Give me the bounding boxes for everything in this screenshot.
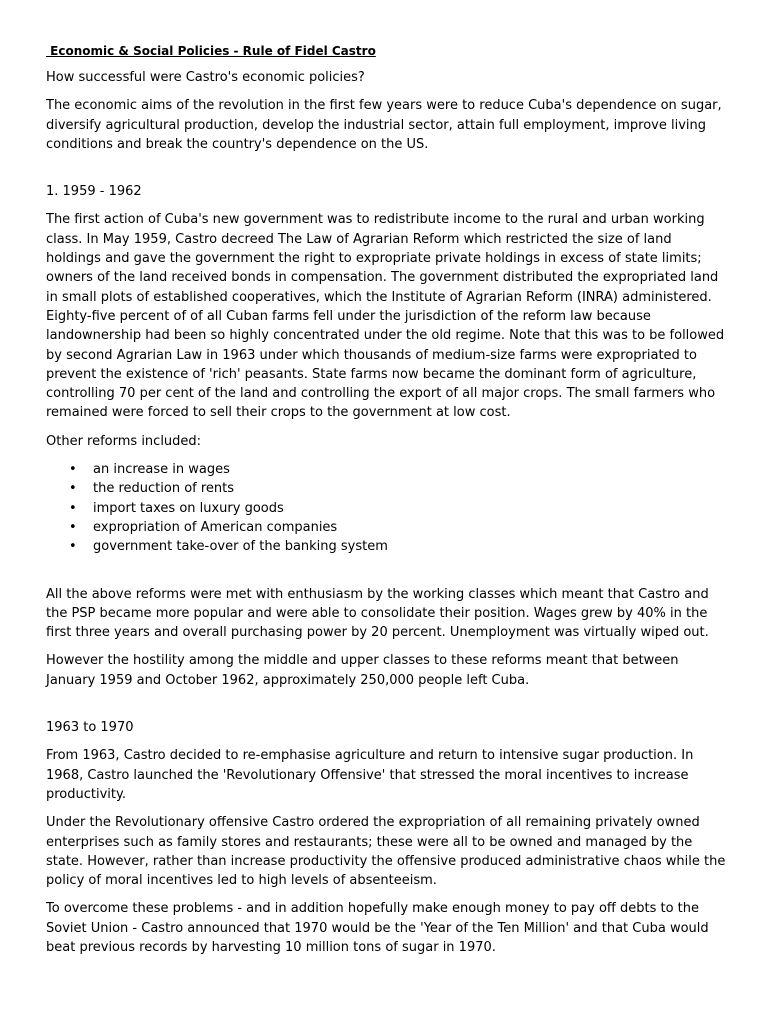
- list-item: [69, 479, 728, 498]
- section-heading-1963-1970: 1963 to 1970: [46, 720, 134, 736]
- blank-line: [46, 163, 728, 182]
- blank-line: [46, 566, 728, 585]
- list-item: [69, 537, 728, 556]
- guiding-question: How successful were Castro's economic policies?: [46, 70, 365, 85]
- section1-paragraph-enthusiasm: All the above reforms were met with enthusiasm by the working classes which meant that Castro and the PSP became more popular and were able to consolidate their position. Wages grew by 40% in the first three years and overall purchasing power by 20 percent. Unemployment was virtually wiped out.: [46, 586, 709, 641]
- list-item-text: import taxes on luxury goods: [93, 500, 284, 516]
- other-reforms-label: Other reforms included:: [46, 433, 202, 449]
- intro-paragraph: The economic aims of the revolution in the first few years were to reduce Cuba's dependence on sugar, diversify agricultural production, develop the industrial sector, attain full employment, improve living conditions and break the country's dependence on the US.: [46, 98, 722, 152]
- document-title: Economic & Social Policies - Rule of Fidel Castro: [46, 44, 376, 58]
- reforms-list: [46, 460, 728, 556]
- list-item-text: the reduction of rents: [93, 481, 235, 497]
- bullet-icon: •: [69, 539, 77, 555]
- list-item-text: expropriation of American companies: [93, 519, 338, 535]
- bullet-icon: •: [69, 481, 77, 497]
- section-heading-1959-1962: 1. 1959 - 1962: [46, 184, 142, 200]
- section2-paragraph-revolutionary-offensive: Under the Revolutionary offensive Castro ordered the expropriation of all remaining privately owned enterprises such as family stores and restaurants; these were all to be owned and managed by the state. However, rather than increase productivity the offensive produced administrative chaos while the policy of moral incentives led to high levels of absenteeism.: [46, 815, 726, 889]
- section2-paragraph-sugar: From 1963, Castro decided to re-emphasise agriculture and return to intensive sugar production. In 1968, Castro launched the 'Revolutionary Offensive' that stressed the moral incentives to increase productivity.: [46, 748, 694, 802]
- list-item: [69, 499, 728, 518]
- section1-paragraph-hostility: However the hostility among the middle and upper classes to these reforms meant that between January 1959 and October 1962, approximately 250,000 people left Cuba.: [46, 653, 679, 688]
- list-item: [69, 518, 728, 537]
- blank-line: [46, 699, 728, 718]
- list-item: [69, 460, 728, 479]
- list-item-text: government take-over of the banking system: [93, 539, 388, 555]
- section1-paragraph-agrarian-reform: The first action of Cuba's new government was to redistribute income to the rural and urban working class. In May 1959, Castro decreed The Law of Agrarian Reform which restricted the size of land holdings and gave the government the right to expropriate private holdings in excess of state limits; owners of the land received bonds in compensation. The government distributed the expropriated land in small plots of established cooperatives, which the Institute of Agrarian Reform (INRA) administered. Eighty-five percent of of all Cuban farms fell under the jurisdiction of the reform law because landownership had been so highly concentrated under the old regime. Note that this was to be followed by second Agrarian Law in 1963 under which thousands of medium-size farms were expropriated to prevent the existence of 'rich' peasants. State farms now became the dominant form of agriculture, controlling 70 per cent of the land and controlling the export of all major crops. The small farmers who remained were forced to sell their crops to the government at low cost.: [46, 212, 725, 421]
- list-item-text: an increase in wages: [93, 462, 230, 478]
- bullet-icon: •: [69, 500, 77, 516]
- bullet-icon: •: [69, 462, 77, 478]
- section2-paragraph-ten-million: To overcome these problems - and in addition hopefully make enough money to pay off debts to the Soviet Union - Castro announced that 1970 would be the 'Year of the Ten Million' and that Cuba would beat previous records by harvesting 10 million tons of sugar in 1970.: [46, 901, 709, 955]
- bullet-icon: •: [69, 519, 77, 535]
